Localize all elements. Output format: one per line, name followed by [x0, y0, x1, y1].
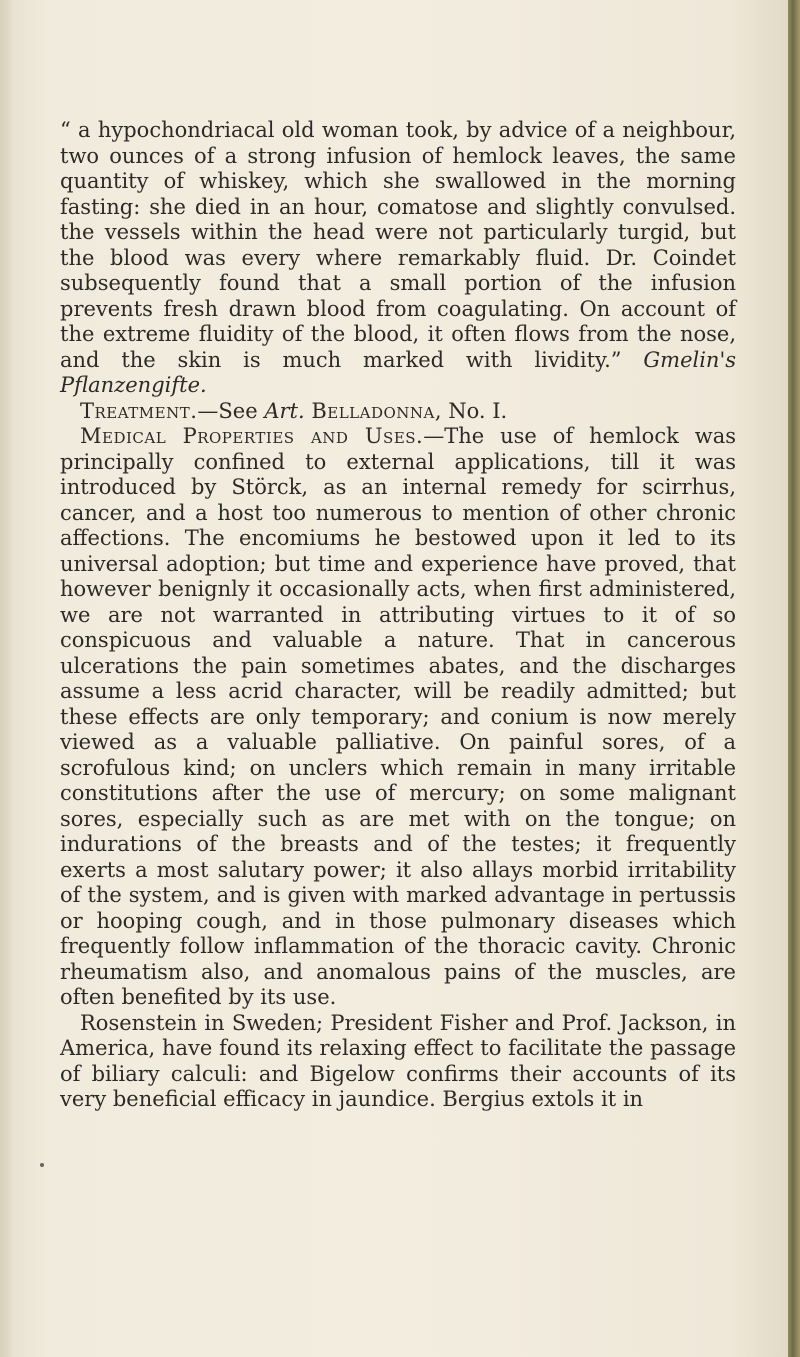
treatment-heading: Treatment.: [80, 398, 198, 423]
medical-heading: Medical Properties and Uses.: [80, 424, 424, 448]
closing-paragraph: Rosenstein in Sweden; President Fisher and Prof. Jackson, in America, have found its relaxing effect to facilitate the passage of biliary calculi: and Bigelow confirms their accounts of its very beneficial efficacy in jaundice. Bergius extols it in: [60, 1010, 736, 1111]
ink-speck: [40, 1163, 44, 1167]
medical-body: The use of hemlock was principally confined to external applications, till it was introduced by Störck, as an internal remedy for scirrhus, cancer, and a host too numerous to mention of other chronic affections. The encomiums he bestowed upon it led to its universal adoption; but time and experience have proved, that however benignly it occasionally acts, when first administered, we are not warranted in attributing virtues to it of so conspicuous and valuable a nature. That in cancerous ulcerations the pain sometimes abates, and the discharges assume a less acrid character, will be readily admitted; but these effects are only temporary; and conium is now merely viewed as a valuable palliative. On painful sores, of a scrofulous kind; on unclers which remain in many irritable constitutions after the use of mercury; on some malignant sores, especially such as are met with on the tongue; on indurations of the breasts and of the testes; it frequently exerts a most salutary power; it also allays morbid irritability of the system, and is given with marked advantage in pertussis or hooping cough, and in those pulmonary diseases which frequently follow inflammation of the thoracic cavity. Chronic rheumatism also, and anomalous pains of the muscles, are often benefited by its use.: [60, 424, 736, 1009]
quote-paragraph: [60, 118, 736, 399]
treatment-see: See: [218, 398, 258, 423]
gutter-shadow: [0, 0, 14, 1357]
page-body-text: [60, 118, 736, 1113]
quote-text: “ a hypochondriacal old woman took, by advice of a neighbour, two ounces of a strong infusion of hemlock leaves, the same quantity of whiskey, which she swallowed in the morning fasting: she died in an hour, comatose and slightly convulsed. the vessels within the head were not particularly turgid, but the blood was every where remarkably fluid. Dr. Coindet subsequently found that a small portion of the infusion prevents fresh drawn blood from coagulating. On account of the extreme fluidity of the blood, it often flows from the nose, and the skin is much marked with lividity.”: [60, 118, 736, 372]
book-edge: [788, 0, 800, 1357]
treatment-number: No. I.: [448, 398, 508, 423]
treatment-paragraph: Treatment.—See Art. Belladonna, No. I.: [80, 398, 508, 423]
quote-source: Gmelin's Pflanzengifte.: [60, 347, 736, 397]
treatment-reference: Belladonna: [311, 398, 435, 423]
treatment-art: Art.: [264, 398, 305, 423]
medical-paragraph: Medical Properties and Uses.—The use of hemlock was principally confined to external applications, till it was introduced by Störck, as an internal remedy for scirrhus, cancer, and a host too numerous to mention of other chronic affections. The encomiums he bestowed upon it led to its universal adoption; but time and experience have proved, that however benignly it occasionally acts, when first administered, we are not warranted in attributing virtues to it of so conspicuous and valuable a nature. That in cancerous ulcerations the pain sometimes abates, and the discharges assume a less acrid character, will be readily admitted; but these effects are only temporary; and conium is now merely viewed as a valuable palliative. On painful sores, of a scrofulous kind; on unclers which remain in many irritable constitutions after the use of mercury; on some malignant sores, especially such as are met with on the tongue; on indurations of the breasts and of the testes; it frequently exerts a most salutary power; it also allays morbid irritability of the system, and is given with marked advantage in pertussis or hooping cough, and in those pulmonary diseases which frequently follow inflammation of the thoracic cavity. Chronic rheumatism also, and anomalous pains of the muscles, are often benefited by its use.: [60, 424, 736, 1009]
